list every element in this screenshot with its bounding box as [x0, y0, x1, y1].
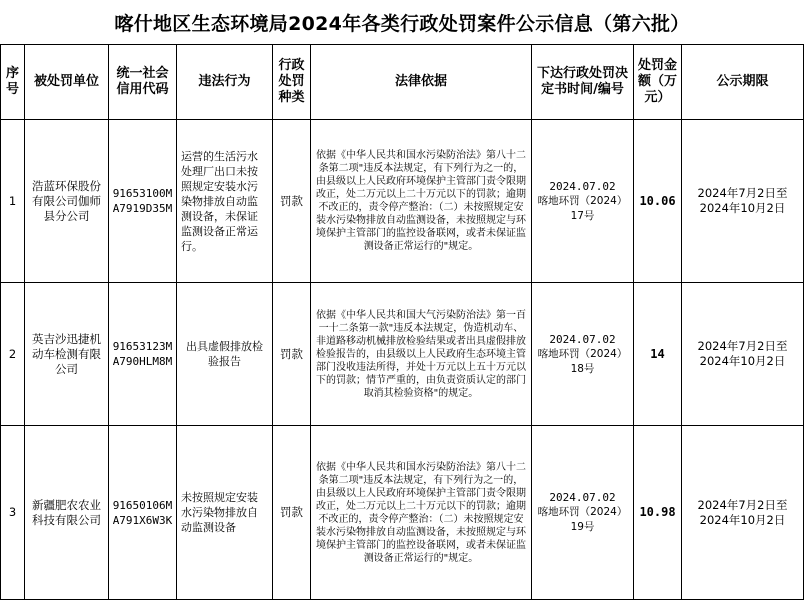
header-violation: 违法行为: [177, 45, 273, 120]
cell-seq: 3: [1, 426, 25, 600]
decision-number: 喀地环罚（2024）18号: [537, 347, 628, 375]
cell-seq: 1: [1, 120, 25, 283]
decision-number: 喀地环罚（2024）17号: [537, 194, 628, 222]
cell-seq: 2: [1, 283, 25, 426]
cell-period: 2024年7月2日至2024年10月2日: [682, 426, 804, 600]
table-row: [1, 120, 804, 283]
cell-basis: 依据《中华人民共和国水污染防治法》第八十二条第二项"违反本法规定，有下列行为之一的，由县级以上人民政府环境保护主管部门责令限期改正，处二万元以上二十万元以下的罚款；逾期不改正的，责令停产整治：（二）未按照规定安装水污染物排放自动监测设备，未按照规定与环境保护主管部门的监控设备联网，或者未保证监测设备正常运行的"规定。: [311, 120, 532, 283]
cell-party: 英吉沙迅捷机动车检测有限公司: [25, 283, 109, 426]
cell-amount: 14: [634, 283, 682, 426]
cell-party: 新疆肥农农业科技有限公司: [25, 426, 109, 600]
cell-violation: 运营的生活污水处理厂出口未按照规定安装水污染物排放自动监测设备，未保证监测设备正常运行。: [177, 120, 273, 283]
cell-decision: [532, 426, 634, 600]
header-seq: 序号: [1, 45, 25, 120]
cell-credit: 91650106MA791X6W3K: [109, 426, 177, 600]
cell-party: 浩蓝环保股份有限公司伽师县分公司: [25, 120, 109, 283]
cell-credit: 91653100MA7919D35M: [109, 120, 177, 283]
header-type: 行政处罚种类: [273, 45, 311, 120]
cell-type: 罚款: [273, 120, 311, 283]
cell-decision: [532, 120, 634, 283]
table-row: [1, 283, 804, 426]
page-title: 喀什地区生态环境局2024年各类行政处罚案件公示信息（第六批）: [114, 12, 690, 35]
cell-credit: 91653123MA790HLM8M: [109, 283, 177, 426]
cell-basis: 依据《中华人民共和国水污染防治法》第八十二条第二项"违反本法规定，有下列行为之一的，由县级以上人民政府环境保护主管部门责令限期改正，处二万元以上二十万元以下的罚款；逾期不改正的，责令停产整治：（二）未按照规定安装水污染物排放自动监测设备，未按照规定与环境保护主管部门的监控设备联网，或者未保证监测设备正常运行的"规定。: [311, 426, 532, 600]
header-decision: 下达行政处罚决定书时间/编号: [532, 45, 634, 120]
table-row: [1, 426, 804, 600]
cell-decision: [532, 283, 634, 426]
decision-number: 喀地环罚（2024）19号: [537, 506, 628, 533]
cell-period: 2024年7月2日至2024年10月2日: [682, 283, 804, 426]
header-credit: 统一社会信用代码: [109, 45, 177, 120]
decision-date: 2024.07.02: [549, 491, 616, 504]
cell-period: 2024年7月2日至2024年10月2日: [682, 120, 804, 283]
header-amount: 处罚金额（万元）: [634, 45, 682, 120]
cell-basis: 依据《中华人民共和国大气污染防治法》第一百一十二条第一款"违反本法规定，伪造机动车、非道路移动机械排放检验结果或者出具虚假排放检验报告的，由县级以上人民政府生态环境主管部门没收违法所得，并处十万元以上五十万元以下的罚款；情节严重的，由负责资质认定的部门取消其检验资格"的规定。: [311, 283, 532, 426]
header-row: [1, 45, 804, 120]
header-basis: 法律依据: [311, 45, 532, 120]
header-party: 被处罚单位: [25, 45, 109, 120]
penalty-table: [0, 44, 804, 600]
cell-amount: 10.06: [634, 120, 682, 283]
decision-date: 2024.07.02: [549, 179, 616, 193]
cell-violation: 出具虚假排放检验报告: [177, 283, 273, 426]
decision-date: 2024.07.02: [549, 332, 616, 346]
cell-type: 罚款: [273, 283, 311, 426]
cell-amount: 10.98: [634, 426, 682, 600]
header-period: 公示期限: [682, 45, 804, 120]
cell-type: 罚款: [273, 426, 311, 600]
cell-violation: 未按照规定安装水污染物排放自动监测设备: [177, 426, 273, 600]
